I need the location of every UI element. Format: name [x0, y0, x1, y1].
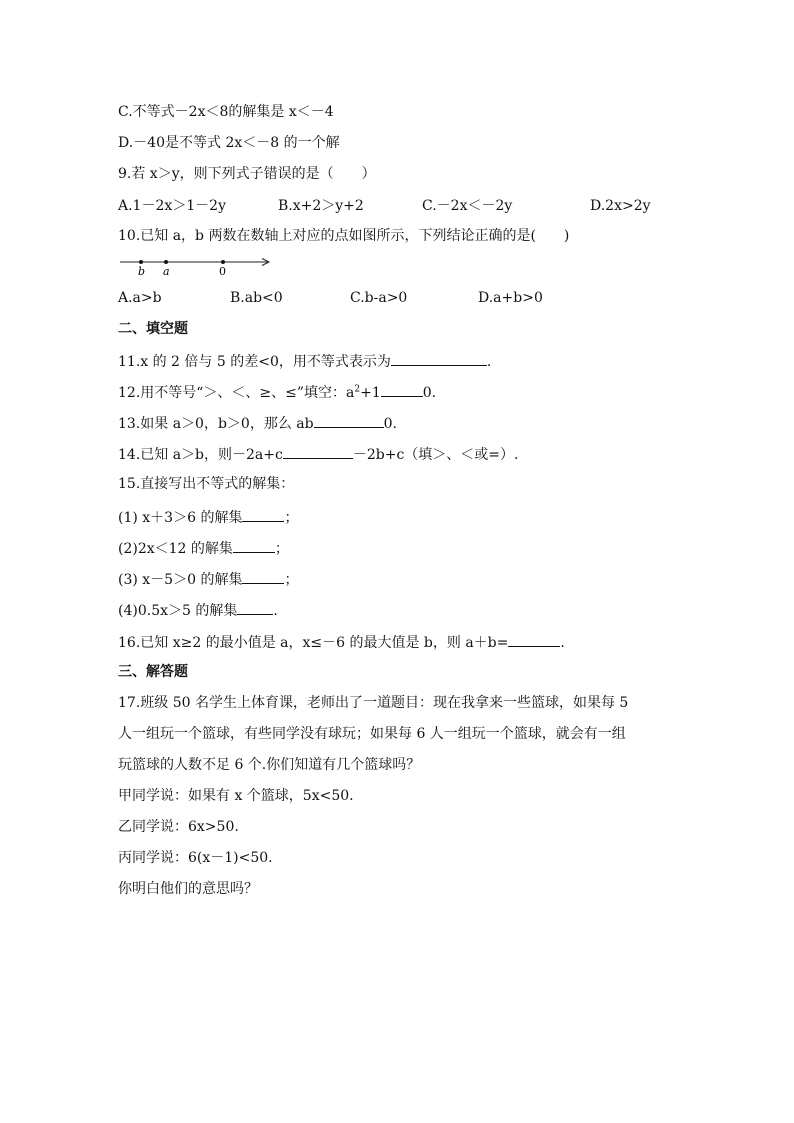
q10-option-a: A.a>b [118, 290, 162, 306]
q17-line-1: 17.班级 50 名学生上体育课，老师出了一道题目：现在我拿来一些篮球，如果每 5 [118, 695, 629, 711]
q12-text-after: +1 [360, 385, 381, 401]
q15-item-3 [118, 569, 298, 589]
q10-option-d: D.a+b>0 [478, 290, 543, 306]
q15-item-1-text: (1) x＋3＞6 的解集 [118, 510, 243, 526]
q16 [118, 632, 565, 652]
q14-answer-blank[interactable] [283, 444, 353, 459]
q8-option-d: D.－40是不等式 2x＜－8 的一个解 [118, 135, 340, 151]
q11 [118, 351, 491, 371]
q15-item-3-end: ； [284, 572, 299, 588]
q9-option-b: B.x+2＞y+2 [278, 198, 364, 214]
number-line-point-a [164, 260, 168, 264]
q9-option-c: C.－2x＜－2y [422, 198, 513, 214]
q17-question: 你明白他们的意思吗？ [118, 881, 258, 897]
q13-text: 13.如果 a＞0，b＞0，那么 ab [118, 416, 314, 432]
q11-end: . [486, 354, 492, 370]
q11-text: 11.x 的 2 倍与 5 的差<0，用不等式表示为 [118, 354, 391, 370]
number-line-label-b: b [138, 265, 146, 278]
section-solve-title: 三、解答题 [118, 664, 188, 680]
q17-line-2: 人一组玩一个篮球，有些同学没有球玩；如果每 6 人一组玩一个篮球，就会有一组 [118, 726, 626, 742]
q15-item-1-blank[interactable] [242, 507, 284, 522]
q14-text: 14.已知 a＞b，则－2a+c [118, 447, 283, 463]
section-fill-in-title: 二、填空题 [118, 321, 188, 337]
number-line-figure [118, 256, 278, 278]
number-line-point-b [139, 260, 143, 264]
q15-item-3-text: (3) x－5＞0 的解集 [118, 572, 243, 588]
q17-student-jia: 甲同学说：如果有 x 个篮球，5x<50. [118, 788, 354, 804]
number-line-point-0 [221, 260, 225, 264]
q12-answer-blank[interactable] [381, 382, 423, 397]
q15-item-1 [118, 507, 298, 527]
q13-end: 0. [383, 416, 397, 432]
q15-item-2-blank[interactable] [233, 538, 275, 553]
number-line-label-0: 0 [219, 265, 226, 278]
q10-option-c: C.b-a>0 [350, 290, 408, 306]
q12-end: 0. [422, 385, 437, 401]
q15-item-4 [118, 600, 278, 620]
q12 [118, 382, 436, 402]
q15-item-2-text: (2)2x＜12 的解集 [118, 541, 233, 557]
q16-end: . [560, 635, 565, 651]
q15-stem: 15.直接写出不等式的解集： [118, 476, 295, 492]
q10-option-b: B.ab<0 [230, 290, 283, 306]
number-line-label-a: a [163, 265, 170, 278]
q11-answer-blank[interactable] [391, 351, 487, 366]
q16-answer-blank[interactable] [508, 632, 560, 647]
q17-student-yi: 乙同学说：6x>50. [118, 819, 239, 835]
q12-text-before: 12.用不等号“＞、＜、≥、≤”填空：a [118, 385, 355, 401]
q15-item-2 [118, 538, 289, 558]
q13-answer-blank[interactable] [314, 413, 384, 428]
q15-item-1-end: ； [284, 510, 299, 526]
q15-item-4-text: (4)0.5x＞5 的解集 [118, 603, 238, 619]
q15-item-2-end: ； [274, 541, 289, 557]
q15-item-4-end: . [273, 603, 278, 619]
q17-line-3: 玩篮球的人数不足 6 个.你们知道有几个篮球吗？ [118, 757, 421, 773]
q17-student-bing: 丙同学说：6(x－1)<50. [118, 850, 273, 866]
q9-option-d: D.2x>2y [590, 198, 651, 214]
q9-stem: 9.若 x＞y，则下列式子错误的是（ ） [118, 166, 376, 182]
q14 [118, 444, 518, 464]
q16-text: 16.已知 x≥2 的最小值是 a，x≤－6 的最大值是 b，则 a＋b= [118, 635, 509, 651]
q15-item-4-blank[interactable] [237, 600, 273, 615]
q15-item-3-blank[interactable] [242, 569, 284, 584]
q9-option-a: A.1－2x＞1－2y [118, 198, 226, 214]
q8-option-c: C.不等式－2x＜8的解集是 x＜－4 [118, 104, 334, 120]
q10-stem: 10.已知 a，b 两数在数轴上对应的点如图所示，下列结论正确的是( ) [118, 228, 570, 244]
q10-options [118, 289, 543, 307]
q12-superscript: 2 [354, 384, 361, 395]
q14-end: －2b+c（填＞、＜或=）. [352, 447, 519, 463]
q9-options [118, 197, 651, 215]
q13 [118, 413, 397, 433]
